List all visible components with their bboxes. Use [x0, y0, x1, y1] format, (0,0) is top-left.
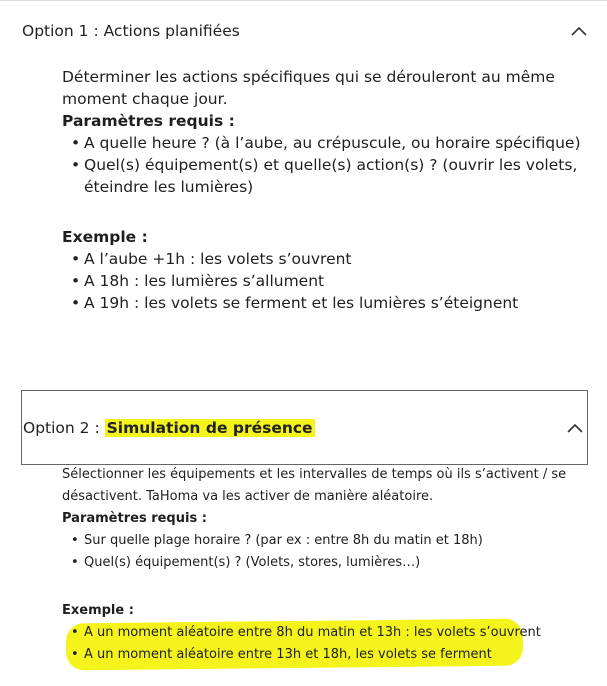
option1-params-list — [62, 132, 582, 198]
chevron-up-icon[interactable] — [566, 422, 584, 434]
option2-examples-list — [62, 622, 592, 666]
list-item: • A un moment aléatoire entre 8h du matin et 13h : les volets s’ouvrent — [62, 622, 592, 644]
option2-title-prefix: Option 2 : — [23, 418, 105, 437]
option2-params-heading: Paramètres requis : — [62, 511, 207, 526]
list-item: • A 19h : les volets se ferment et les lumières s’éteignent — [62, 292, 582, 314]
list-item: • A quelle heure ? (à l’aube, au crépuscule, ou horaire spécifique) — [62, 132, 582, 154]
list-item: • Quel(s) équipement(s) et quelle(s) action(s) ? (ouvrir les volets, éteindre les lumières) — [62, 154, 582, 198]
list-item: • A 18h : les lumières s’allument — [62, 270, 582, 292]
option1-params-heading: Paramètres requis : — [62, 112, 235, 130]
option1-panel — [62, 66, 582, 314]
option1-description: Déterminer les actions spécifiques qui se dérouleront au même moment chaque jour. — [62, 68, 555, 108]
option1-accordion-header[interactable] — [22, 14, 592, 48]
list-item: • Sur quelle plage horaire ? (par ex : entre 8h du matin et 18h) — [62, 530, 592, 552]
option2-description: Sélectionner les équipements et les intervalles de temps où ils s’activent / se désactivent. TaHoma va les activer de manière aléatoire. — [62, 467, 567, 504]
list-item: • A un moment aléatoire entre 13h et 18h, les volets se ferment — [62, 644, 592, 666]
top-divider — [0, 0, 607, 1]
option2-title-highlight: Simulation de présence — [106, 418, 313, 437]
option1-example-heading: Exemple : — [62, 228, 148, 246]
option2-example-heading: Exemple : — [62, 603, 134, 618]
list-item: • Quel(s) équipement(s) ? (Volets, stores, lumières…) — [62, 552, 592, 574]
chevron-up-icon[interactable] — [570, 25, 588, 37]
list-item: • A l’aube +1h : les volets s’ouvrent — [62, 248, 582, 270]
option1-examples-list — [62, 248, 582, 314]
option2-title — [23, 419, 315, 437]
option1-title: Option 1 : Actions planifiées — [22, 22, 240, 40]
option2-accordion-header[interactable] — [21, 390, 588, 465]
option2-panel — [62, 464, 592, 666]
option2-params-list — [62, 530, 592, 574]
